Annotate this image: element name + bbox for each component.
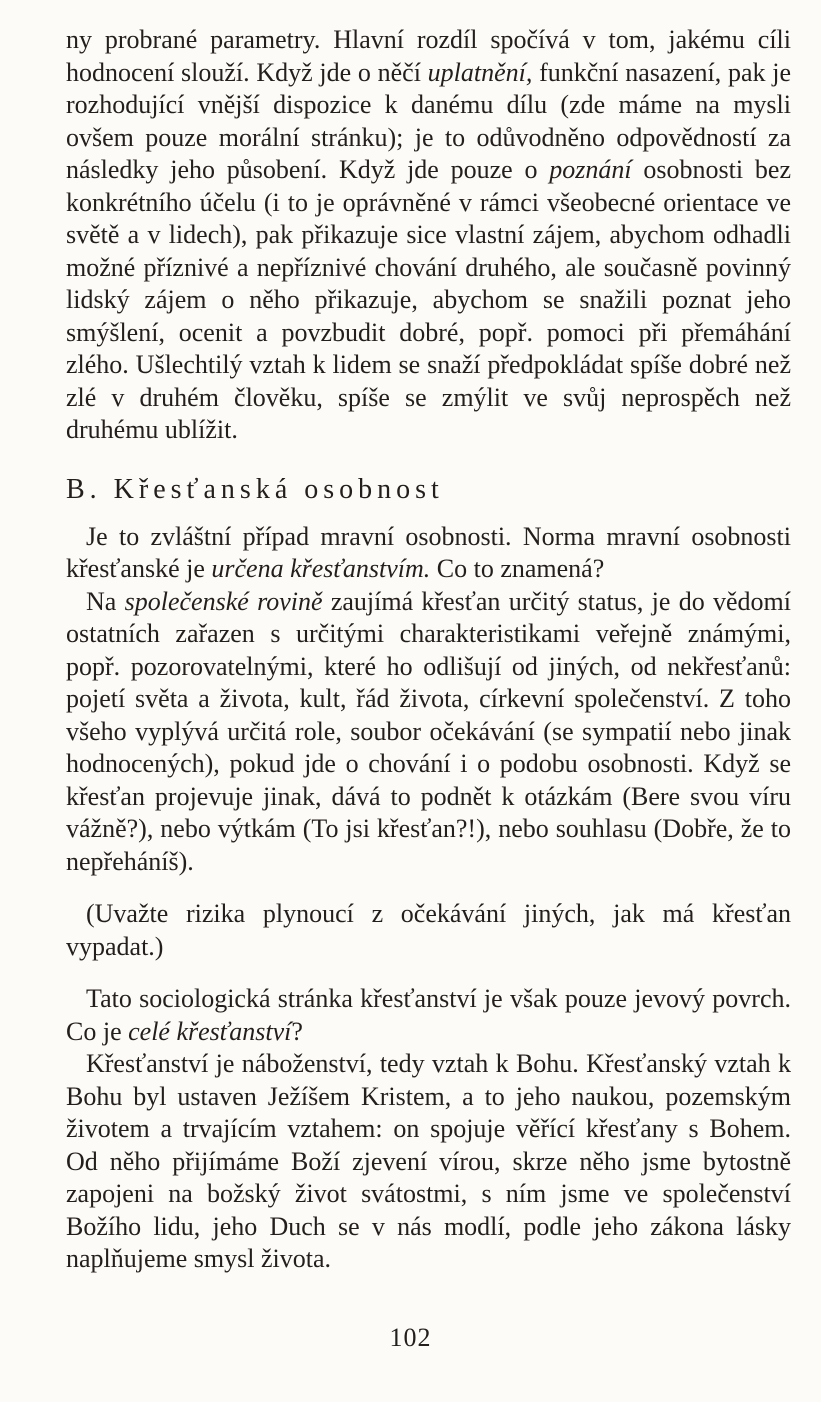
- text-run: zaujímá křesťan určitý status, je do vědomí ostatních zařazen s určitými charakteristikami veřejně známými, popř. pozorovatelnými, které ho odlišují od jiných, od nekřesťanů: pojetí světa a života, kult, řád života, církevní společenství. Z toho všeho vyplývá určitá role, soubor očekávání (se sympatií nebo jinak hodnocených), pokud jde o chování i o podobu osobnosti. Když se křesťan projevuje jinak, dává to podnět k otázkám (Bere svou víru vážně?), nebo výtkám (To jsi křesťan?!), nebo souhlasu (Dobře, že to nepřeháníš).: [66, 586, 791, 876]
- italic-term-uplatneni: uplatnění,: [427, 57, 533, 87]
- page-number: 102: [389, 1323, 432, 1352]
- text-run: funkční nasazení, pak je rozhodující vnější dispozice k danému dílu (zde máme na mysli ovšem pouze morální stránku); je to odůvodněno odpovědností za následky jeho působení. Když jde pouze o: [66, 57, 792, 184]
- italic-term-poznani: poznání: [549, 155, 632, 184]
- text-run: Na: [86, 586, 125, 616]
- text-run: Co to znamená?: [430, 554, 605, 583]
- text-run: ny probrané parametry. Hlavní rozdíl spočívá v tom, jakému cíli hodnocení slouží. Když jde o něčí: [66, 25, 791, 87]
- paragraph-exercise: (Uvažte rizika plynoucí z očekávání jiných, jak má křesťan vypadat.): [66, 899, 791, 961]
- text-run: Tato sociologická stránka křesťanství je však pouze jevový povrch. Co je: [66, 984, 791, 1046]
- italic-term-urcena: určena křesťanstvím.: [211, 554, 431, 583]
- text-run: ?: [291, 1016, 303, 1046]
- italic-term-cele-krestanstvi: celé křesťanství: [128, 1016, 292, 1046]
- text-run: Je to zvláštní případ mravní osobnosti. Norma mravní osobnosti křesťanské je: [66, 521, 791, 583]
- section-heading: B. Křesťanská osobnost: [66, 473, 444, 505]
- text-run: osobnosti bez konkrétního účelu (i to je oprávněné v rámci všeobecné orientace ve světě a v lidech), pak přikazuje sice vlastní zájem, abychom odhadli možné příznivé a nepříznivé chování druhého, ale současně povinný lidský zájem o něho přikazuje, abychom se snažili poznat jeho smýšlení, ocenit a povzbudit dobré, popř. pomoci při přemáhání zlého. Ušlechtilý vztah k lidem se snaží předpokládat spíše dobré než zlé v druhém člověku, spíše se zmýlit ve svůj neprospěch než druhému ublížit.: [66, 155, 791, 444]
- paragraph-social-level: [66, 586, 791, 879]
- paragraph-definition: [66, 521, 791, 586]
- paragraph-religion: Křesťanství je náboženství, tedy vztah k Bohu. Křesťanský vztah k Bohu byl ustaven Ježíšem Kristem, a to jeho naukou, pozemským životem a trvajícím vztahem: on spojuje věřící křesťany s Bohem. Od něho přijímáme Boží zjevení vírou, skrze něho jsme bytostně zapojeni na božský život svátostmi, s ním jsme ve společenství Božího lidu, jeho Duch se v nás modlí, podle jeho zákona lásky naplňujeme smysl života.: [66, 1049, 791, 1273]
- paragraph-continued: [66, 24, 791, 447]
- italic-term-spolecenske-rovine: společenské rovině: [124, 586, 323, 616]
- paragraph-sociological: [66, 983, 791, 1048]
